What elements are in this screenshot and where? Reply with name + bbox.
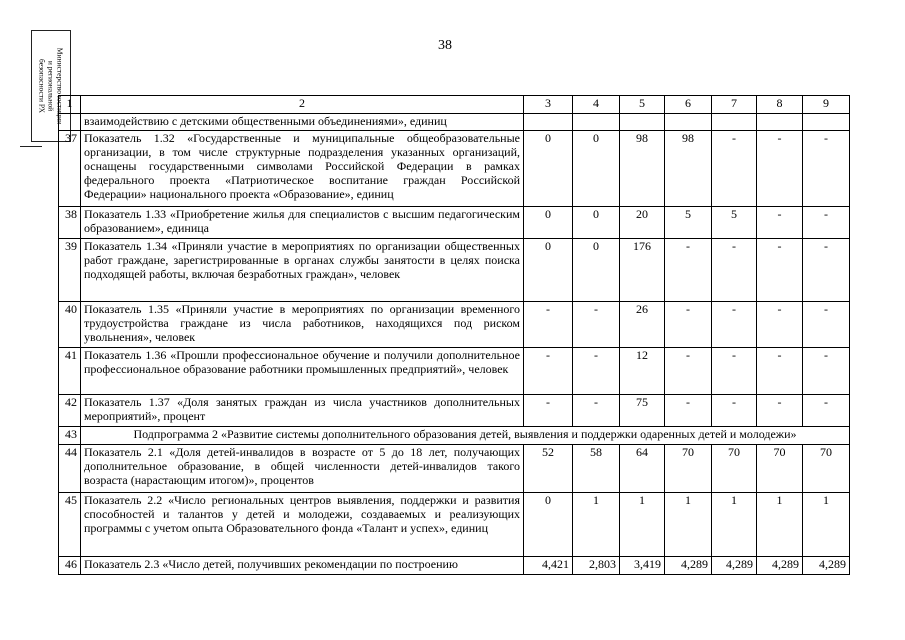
table-row <box>59 239 850 302</box>
header-cell: 7 <box>712 96 757 114</box>
row-value: 0 <box>524 131 573 207</box>
stamp-line: Министерство юстиции <box>55 47 65 125</box>
row-value: 98 <box>620 131 665 207</box>
row-value: 70 <box>757 445 803 493</box>
row-text: Показатель 1.34 «Приняли участие в мероприятиях по организации общественных работ граждане, зарегистрированные в органах службы занятости в целях поиска подходящей работы, включая безработных граждан», человек <box>81 239 524 302</box>
row-value: 1 <box>665 493 712 557</box>
row-number: 38 <box>59 207 81 239</box>
header-row <box>59 96 850 114</box>
row-number: 42 <box>59 395 81 427</box>
row-value: - <box>757 302 803 348</box>
row-value: - <box>803 131 850 207</box>
row-text: Показатель 2.3 «Число детей, получивших рекомендации по построению <box>81 557 524 575</box>
row-text: Показатель 1.32 «Государственные и муниципальные общеобразовательные организации, в том числе структурные подразделения указанных организаций, оснащены государственными символами Российской Федерации в рамках федерального проекта «Патриотическое воспитание граждан Российской Федерации» национального проекта «Образование», единиц <box>81 131 524 207</box>
row-value: - <box>573 348 620 395</box>
page-number: 38 <box>438 38 452 53</box>
subprogram-title: Подпрограмма 2 «Развитие системы дополнительного образования детей, выявления и поддержки одаренных детей и молодежи» <box>81 427 850 445</box>
row-value: - <box>665 348 712 395</box>
header-cell: 8 <box>757 96 803 114</box>
row-number: 43 <box>59 427 81 445</box>
row-number: 44 <box>59 445 81 493</box>
row-number: 46 <box>59 557 81 575</box>
row-number: 45 <box>59 493 81 557</box>
header-cell: 1 <box>59 96 81 114</box>
row-value: - <box>757 207 803 239</box>
row-value <box>757 114 803 131</box>
header-cell: 5 <box>620 96 665 114</box>
row-value: - <box>524 302 573 348</box>
table-row <box>59 557 850 575</box>
row-value: - <box>665 302 712 348</box>
row-value: - <box>524 395 573 427</box>
table-row <box>59 493 850 557</box>
row-value: 0 <box>573 131 620 207</box>
row-value <box>712 114 757 131</box>
row-value: 5 <box>665 207 712 239</box>
row-value: - <box>712 239 757 302</box>
row-number: 37 <box>59 131 81 207</box>
row-value: 0 <box>524 207 573 239</box>
row-value: - <box>803 207 850 239</box>
row-text: Показатель 1.36 «Прошли профессиональное обучение и получили дополнительное профессиональное образование работники промышленных предприятий», человек <box>81 348 524 395</box>
row-value: 1 <box>757 493 803 557</box>
row-value: - <box>803 302 850 348</box>
row-text: Показатель 1.33 «Приобретение жилья для специалистов с высшим педагогическим образованием», единица <box>81 207 524 239</box>
row-value: - <box>757 395 803 427</box>
row-value: - <box>712 131 757 207</box>
row-value: - <box>712 395 757 427</box>
row-value: - <box>712 348 757 395</box>
row-value: - <box>573 302 620 348</box>
row-text: взаимодействию с детскими общественными объединениями», единиц <box>81 114 524 131</box>
row-value: 70 <box>712 445 757 493</box>
table-row <box>59 302 850 348</box>
row-value <box>573 114 620 131</box>
row-value: 176 <box>620 239 665 302</box>
row-number: 40 <box>59 302 81 348</box>
stamp-line: и региональной <box>46 60 56 112</box>
row-value: 1 <box>712 493 757 557</box>
row-value: 4,289 <box>757 557 803 575</box>
row-value: 3,419 <box>620 557 665 575</box>
row-value <box>620 114 665 131</box>
header-cell: 2 <box>81 96 524 114</box>
header-cell: 9 <box>803 96 850 114</box>
row-text: Показатель 2.2 «Число региональных центров выявления, поддержки и развития способностей и талантов у детей и молодежи, создаваемых и реализующих программы с учетом опыта Образовательного фонда «Талант и успех», единиц <box>81 493 524 557</box>
row-value: 0 <box>524 493 573 557</box>
row-value: - <box>803 239 850 302</box>
row-value: 0 <box>524 239 573 302</box>
stamp-tick <box>20 146 42 147</box>
row-text: Показатель 2.1 «Доля детей-инвалидов в возрасте от 5 до 18 лет, получающих дополнительное образование, в общей численности детей-инвалидов такого возраста (нарастающим итогом)», процентов <box>81 445 524 493</box>
row-value: 64 <box>620 445 665 493</box>
row-value: 20 <box>620 207 665 239</box>
row-text: Показатель 1.35 «Приняли участие в мероприятиях по организации временного трудоустройства граждане из числа работников, находящихся под риском увольнения», человек <box>81 302 524 348</box>
row-value: - <box>524 348 573 395</box>
row-value: - <box>665 239 712 302</box>
row-value: 4,289 <box>803 557 850 575</box>
row-value: - <box>757 348 803 395</box>
row-value: - <box>803 395 850 427</box>
header-cell: 3 <box>524 96 573 114</box>
row-value <box>524 114 573 131</box>
row-value: - <box>803 348 850 395</box>
header-cell: 6 <box>665 96 712 114</box>
table-row <box>59 207 850 239</box>
row-value: 58 <box>573 445 620 493</box>
row-number <box>59 114 81 131</box>
row-value: 52 <box>524 445 573 493</box>
row-value: 12 <box>620 348 665 395</box>
table-row <box>59 348 850 395</box>
row-number: 41 <box>59 348 81 395</box>
row-number: 39 <box>59 239 81 302</box>
table-row <box>59 114 850 131</box>
row-value: - <box>757 131 803 207</box>
row-value: - <box>757 239 803 302</box>
table-row <box>59 131 850 207</box>
row-value: - <box>712 302 757 348</box>
row-value: 70 <box>803 445 850 493</box>
subprogram-row <box>59 427 850 445</box>
row-text: Показатель 1.37 «Доля занятых граждан из числа участников дополнительных мероприятий», процент <box>81 395 524 427</box>
table-row <box>59 395 850 427</box>
indicators-table <box>58 95 850 575</box>
stamp-line: безопасности РХ <box>37 59 47 113</box>
row-value: 1 <box>620 493 665 557</box>
row-value: 70 <box>665 445 712 493</box>
row-value: 2,803 <box>573 557 620 575</box>
row-value: 4,289 <box>665 557 712 575</box>
row-value: 75 <box>620 395 665 427</box>
row-value: 4,421 <box>524 557 573 575</box>
row-value <box>803 114 850 131</box>
row-value: 1 <box>573 493 620 557</box>
row-value: 4,289 <box>712 557 757 575</box>
row-value: 1 <box>803 493 850 557</box>
row-value: 5 <box>712 207 757 239</box>
table-row <box>59 445 850 493</box>
row-value: 0 <box>573 239 620 302</box>
row-value: - <box>573 395 620 427</box>
row-value: 0 <box>573 207 620 239</box>
row-value <box>665 114 712 131</box>
row-value: 98 <box>665 131 712 207</box>
row-value: 26 <box>620 302 665 348</box>
row-value: - <box>665 395 712 427</box>
header-cell: 4 <box>573 96 620 114</box>
